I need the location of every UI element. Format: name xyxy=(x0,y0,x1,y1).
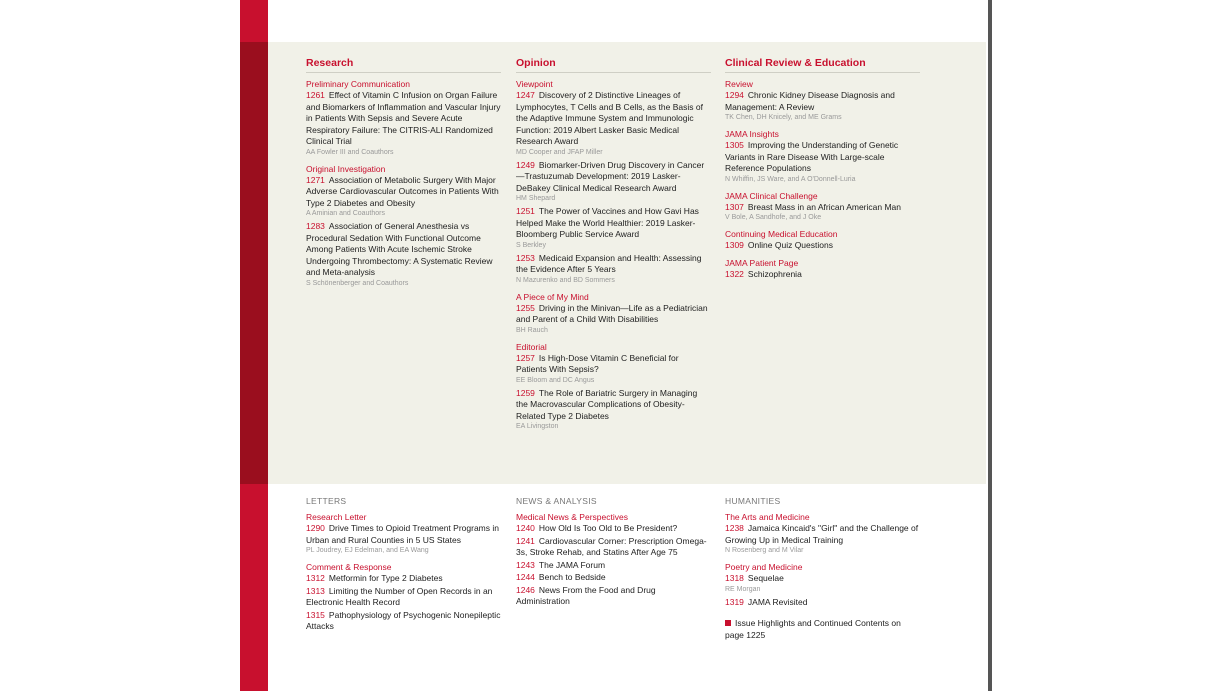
page-number: 1312 xyxy=(306,573,325,583)
section-heading: LETTERS xyxy=(306,496,347,506)
article-title[interactable]: JAMA Revisited xyxy=(747,596,808,607)
page-number: 1251 xyxy=(516,206,535,216)
section-heading: HUMANITIES xyxy=(725,496,781,506)
section-heading: Opinion xyxy=(516,57,711,73)
article-title[interactable]: Cardiovascular Corner: Prescription Omega-3s, Stroke Rehab, and Statins After Age 75 xyxy=(516,535,707,557)
category-label: The Arts and Medicine xyxy=(725,512,810,522)
news-analysis-column xyxy=(516,496,711,608)
clinical-review-column xyxy=(725,57,920,280)
page-number: 1271 xyxy=(306,174,325,185)
section-heading: NEWS & ANALYSIS xyxy=(516,496,597,506)
section-heading: Research xyxy=(306,57,501,73)
article-authors: BH Rauch xyxy=(516,326,548,334)
article-title[interactable]: Schizophrenia xyxy=(747,268,802,279)
toc-entry[interactable] xyxy=(516,206,711,241)
article-authors: V Bole, A Sandhofe, and J Oke xyxy=(725,214,822,221)
page-number: 1318 xyxy=(725,573,744,583)
toc-entry[interactable] xyxy=(516,90,711,148)
article-title[interactable]: Pathophysiology of Psychogenic Nonepileptic Attacks xyxy=(306,609,501,631)
toc-entry[interactable] xyxy=(306,175,501,210)
red-spine-middle xyxy=(240,42,268,484)
page-number: 1249 xyxy=(516,159,535,170)
toc-entry[interactable] xyxy=(306,90,501,148)
toc-entry[interactable] xyxy=(725,269,920,281)
toc-entry[interactable] xyxy=(725,573,920,585)
page-number: 1307 xyxy=(725,201,744,212)
page-number: 1313 xyxy=(306,585,325,596)
article-authors: AA Fowler III and Coauthors xyxy=(306,148,394,156)
toc-entry[interactable] xyxy=(725,240,920,252)
toc-entry[interactable] xyxy=(725,597,920,609)
toc-entry[interactable] xyxy=(725,140,920,175)
article-title[interactable]: News From the Food and Drug Administration xyxy=(516,584,656,606)
article-title[interactable]: The JAMA Forum xyxy=(538,559,606,570)
article-title[interactable]: Limiting the Number of Open Records in an Electronic Health Record xyxy=(306,585,493,607)
article-title[interactable]: Association of General Anesthesia vs Procedural Sedation With Functional Outcome Among Patients With Acute Ischemic Stroke Undergoing Thrombectomy: A Systematic Review and Meta-analysis xyxy=(306,221,493,277)
toc-entry[interactable] xyxy=(725,202,920,214)
category-label: Viewpoint xyxy=(516,79,553,89)
page-number: 1246 xyxy=(516,584,535,595)
article-title[interactable]: Is High-Dose Vitamin C Beneficial for Patients With Sepsis? xyxy=(516,352,679,374)
article-title[interactable]: Drive Times to Opioid Treatment Programs in Urban and Rural Counties in 5 US States xyxy=(306,523,499,545)
category-label: A Piece of My Mind xyxy=(516,291,589,302)
article-authors: N Rosenberg and M Vilar xyxy=(725,547,804,554)
toc-entry[interactable] xyxy=(516,560,711,572)
toc-entry[interactable] xyxy=(516,536,711,559)
category-label: Medical News & Perspectives xyxy=(516,512,628,522)
article-title[interactable]: Metformin for Type 2 Diabetes xyxy=(328,573,443,583)
article-title[interactable]: Biomarker-Driven Drug Discovery in Cancer—Trastuzumab Development: 2019 Lasker-DeBakey Clinical Medical Research Award xyxy=(516,159,705,193)
category-label: Review xyxy=(725,79,753,89)
toc-entry[interactable] xyxy=(516,303,711,326)
page-number: 1283 xyxy=(306,221,325,231)
toc-entry[interactable] xyxy=(306,610,501,633)
category-label: Preliminary Communication xyxy=(306,79,410,89)
article-authors: PL Joudrey, EJ Edelman, and EA Wang xyxy=(306,547,429,554)
page-number: 1257 xyxy=(516,352,535,363)
page-number: 1241 xyxy=(516,535,535,546)
article-title[interactable]: Discovery of 2 Distinctive Lineages of Lymphocytes, T Cells and B Cells, as the Basis of the Adaptive Immune System and Immunologic Function: 2019 Albert Lasker Basic Medical Research Award xyxy=(516,90,703,146)
letters-column xyxy=(306,496,501,633)
article-title[interactable]: The Role of Bariatric Surgery in Managing the Macrovascular Complications of Obesity-Related Type 2 Diabetes xyxy=(516,387,698,421)
toc-entry[interactable] xyxy=(516,160,711,195)
article-title[interactable]: Online Quiz Questions xyxy=(747,240,833,250)
masthead-cropped xyxy=(300,0,820,4)
toc-entry[interactable] xyxy=(516,353,711,376)
page-number: 1315 xyxy=(306,609,325,620)
toc-entry[interactable] xyxy=(516,388,711,423)
page-number: 1305 xyxy=(725,140,744,150)
page-number: 1261 xyxy=(306,90,325,100)
page-number: 1309 xyxy=(725,240,744,250)
category-label: Research Letter xyxy=(306,512,367,522)
article-title[interactable]: Association of Metabolic Surgery With Major Adverse Cardiovascular Outcomes in Patients With Type 2 Diabetes and Obesity xyxy=(306,174,499,208)
article-authors: EE Bloom and DC Angus xyxy=(516,376,595,384)
article-authors: MD Cooper and JFAP Miller xyxy=(516,148,603,156)
article-authors: HM Shepard xyxy=(516,195,556,202)
page-number: 1290 xyxy=(306,523,325,533)
article-title[interactable]: Jamaica Kincaid's "Girl" and the Challenge of Growing Up in Medical Training xyxy=(725,523,919,545)
page-number: 1244 xyxy=(516,572,535,582)
article-title[interactable]: The Power of Vaccines and How Gavi Has Helped Make the World Healthier: 2019 Lasker-Bloomberg Public Service Award xyxy=(516,206,699,239)
red-spine-top xyxy=(240,0,268,42)
category-label: JAMA Patient Page xyxy=(725,257,799,268)
article-authors: RE Morgan xyxy=(725,585,761,593)
article-title[interactable]: Medicaid Expansion and Health: Assessing the Evidence After 5 Years xyxy=(516,252,702,274)
article-authors: A Aminian and Coauthors xyxy=(306,210,385,217)
article-title[interactable]: Sequelae xyxy=(747,573,784,583)
issue-highlights-note xyxy=(725,618,920,641)
category-label: Poetry and Medicine xyxy=(725,562,803,572)
toc-entry[interactable] xyxy=(725,90,920,113)
article-authors: N Whiffin, JS Ware, and A O'Donnell-Luria xyxy=(725,175,856,183)
toc-entry[interactable] xyxy=(306,573,501,585)
category-label: Original Investigation xyxy=(306,163,386,174)
page-number: 1294 xyxy=(725,90,744,100)
category-label: JAMA Clinical Challenge xyxy=(725,190,818,201)
page-edge xyxy=(988,0,992,691)
page-number: 1240 xyxy=(516,523,535,533)
toc-entry[interactable] xyxy=(516,585,711,608)
toc-entry[interactable] xyxy=(306,586,501,609)
red-spine-bottom xyxy=(240,484,268,691)
category-label: Comment & Response xyxy=(306,562,392,572)
page-number: 1247 xyxy=(516,90,535,100)
toc-entry[interactable] xyxy=(516,523,711,535)
research-column xyxy=(306,57,501,291)
category-label: Editorial xyxy=(516,341,547,352)
article-title[interactable]: How Old Is Too Old to Be President? xyxy=(538,523,678,533)
article-authors: S Schönenberger and Coauthors xyxy=(306,279,409,287)
article-title[interactable]: Chronic Kidney Disease Diagnosis and Management: A Review xyxy=(725,90,895,112)
article-authors: N Mazurenko and BD Sommers xyxy=(516,276,615,284)
section-heading: Clinical Review & Education xyxy=(725,57,920,73)
page-number: 1322 xyxy=(725,268,744,279)
page-number: 1255 xyxy=(516,302,535,313)
toc-entry[interactable] xyxy=(516,572,711,584)
red-square-icon xyxy=(725,620,731,626)
toc-entry[interactable] xyxy=(516,253,711,276)
article-authors: TK Chen, DH Knicely, and ME Grams xyxy=(725,114,842,121)
page-number: 1238 xyxy=(725,523,744,533)
humanities-column xyxy=(725,496,920,641)
toc-entry[interactable] xyxy=(725,523,920,546)
page-number: 1259 xyxy=(516,387,535,398)
article-title[interactable]: Effect of Vitamin C Infusion on Organ Failure and Biomarkers of Inflammation and Vascular Injury in Patients With Sepsis and Severe Acute Respiratory Failure: The CITRIS-ALI Randomized Clinical Trial xyxy=(306,90,501,146)
page-number: 1319 xyxy=(725,596,744,607)
opinion-column xyxy=(516,57,711,434)
article-authors: EA Livingston xyxy=(516,423,559,430)
article-title[interactable]: Driving in the Minivan—Life as a Pediatrician and Parent of a Child With Disabilities xyxy=(516,302,708,324)
page-number: 1253 xyxy=(516,252,535,263)
article-title[interactable]: Breast Mass in an African American Man xyxy=(747,201,901,212)
article-title[interactable]: Improving the Understanding of Genetic Variants in Rare Disease With Large-scale Reference Populations xyxy=(725,140,899,173)
page-number: 1243 xyxy=(516,559,535,570)
article-title[interactable]: Bench to Bedside xyxy=(538,572,606,582)
toc-entry[interactable] xyxy=(306,221,501,279)
toc-entry[interactable] xyxy=(306,523,501,546)
category-label: JAMA Insights xyxy=(725,129,779,139)
highlights-text: Issue Highlights and Continued Contents on page 1225 xyxy=(725,618,901,640)
category-label: Continuing Medical Education xyxy=(725,229,838,239)
article-authors: S Berkley xyxy=(516,241,546,249)
